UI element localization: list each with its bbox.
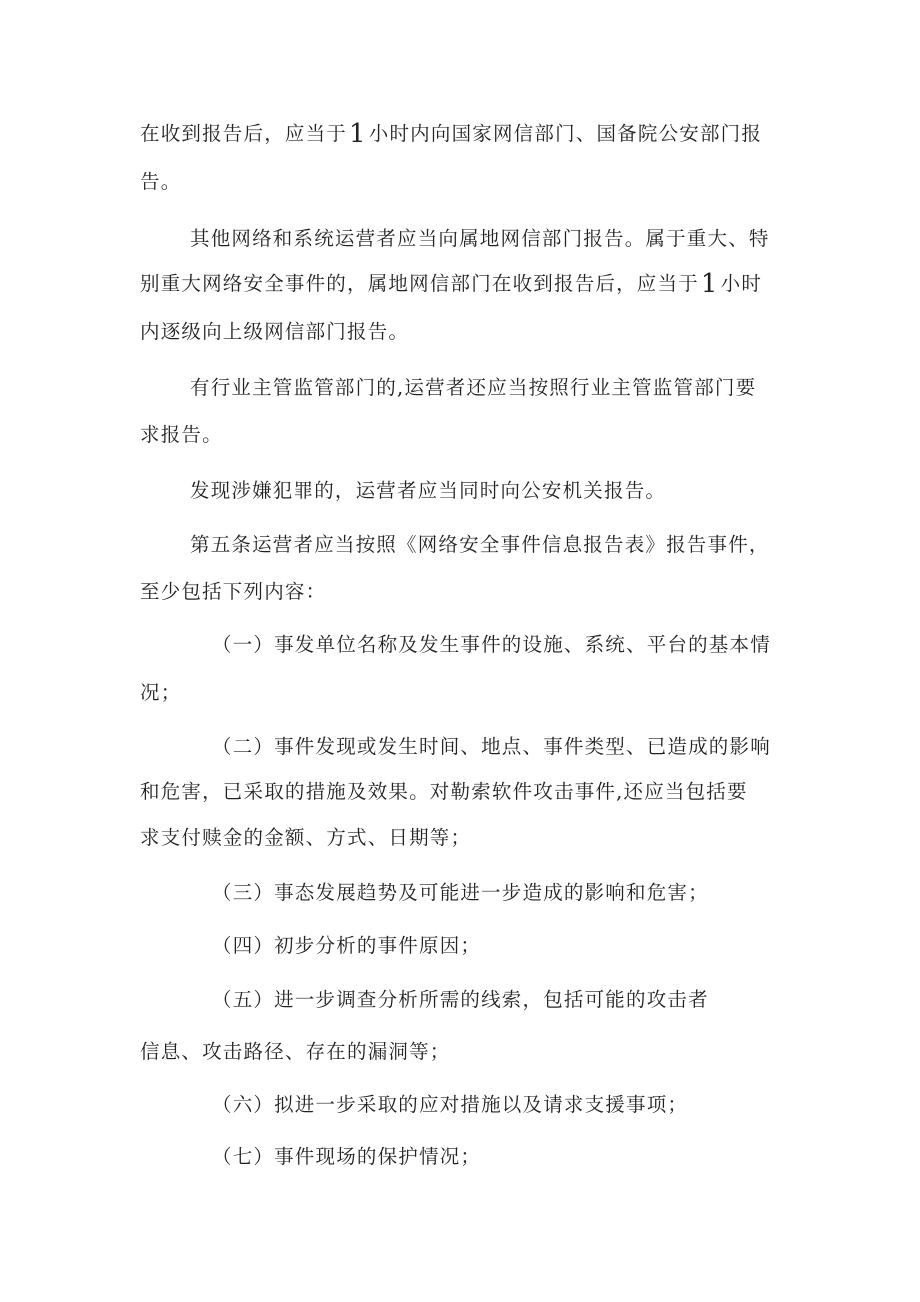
list-item-5-line-1: （五）进一步调查分析所需的线索，包括可能的攻击者 [212, 988, 709, 1011]
list-item-1-line-1: （一）事发单位名称及发生事件的设施、系统、平台的基本情 [212, 633, 771, 656]
paragraph-4-line-1: 发现涉嫌犯罪的，运营者应当同时向公安机关报告。 [190, 479, 667, 502]
list-item-2-line-2: 和危害，已采取的措施及效果。对勒索软件攻击事件,还应当包括要 [140, 780, 748, 803]
list-item-3-line-1: （三）事态发展趋势及可能进一步造成的影响和危害； [212, 881, 709, 904]
paragraph-2-line-3: 内逐级向上级网信部门报告。 [140, 320, 410, 343]
number: 1 [349, 119, 367, 149]
list-item-2-line-3: 求支付赎金的金额、方式、日期等； [140, 826, 472, 849]
list-item-1-line-2: 况； [140, 681, 182, 704]
number: 1 [700, 269, 719, 299]
list-item-7-line-1: （七）事件现场的保护情况； [212, 1145, 482, 1168]
paragraph-1-line-2: 告。 [140, 170, 182, 193]
text: 别重大网络安全事件的，属地网信部门在收到报告后，应当于 [140, 272, 699, 295]
text: 小时内向国家网信部门、国备院公安部门报 [368, 122, 763, 145]
paragraph-3-line-1: 有行业主管监管部门的,运营者还应当按照行业主管监管部门要 [190, 376, 757, 399]
text: 在收到报告后，应当于 [140, 122, 348, 145]
article-5-line-2: 至少包括下列内容： [140, 580, 327, 603]
paragraph-1-line-1 [140, 120, 800, 148]
text: 小时 [720, 272, 763, 295]
list-item-4-line-1: （四）初步分析的事件原因； [212, 934, 482, 957]
article-5-line-1: 第五条运营者应当按照《网络安全事件信息报告表》报告事件， [190, 533, 770, 556]
list-item-2-line-1: （二）事件发现或发生时间、地点、事件类型、已造成的影响 [212, 735, 771, 758]
paragraph-3-line-2: 求报告。 [140, 423, 223, 446]
list-item-6-line-1: （六）拟进一步采取的应对措施以及请求支援事项； [212, 1093, 689, 1116]
list-item-5-line-2: 信息、攻击路径、存在的漏洞等； [140, 1040, 451, 1063]
paragraph-2-line-1: 其他网络和系统运营者应当向属地网信部门报告。属于重大、特 [190, 227, 770, 250]
paragraph-2-line-2 [140, 270, 800, 298]
